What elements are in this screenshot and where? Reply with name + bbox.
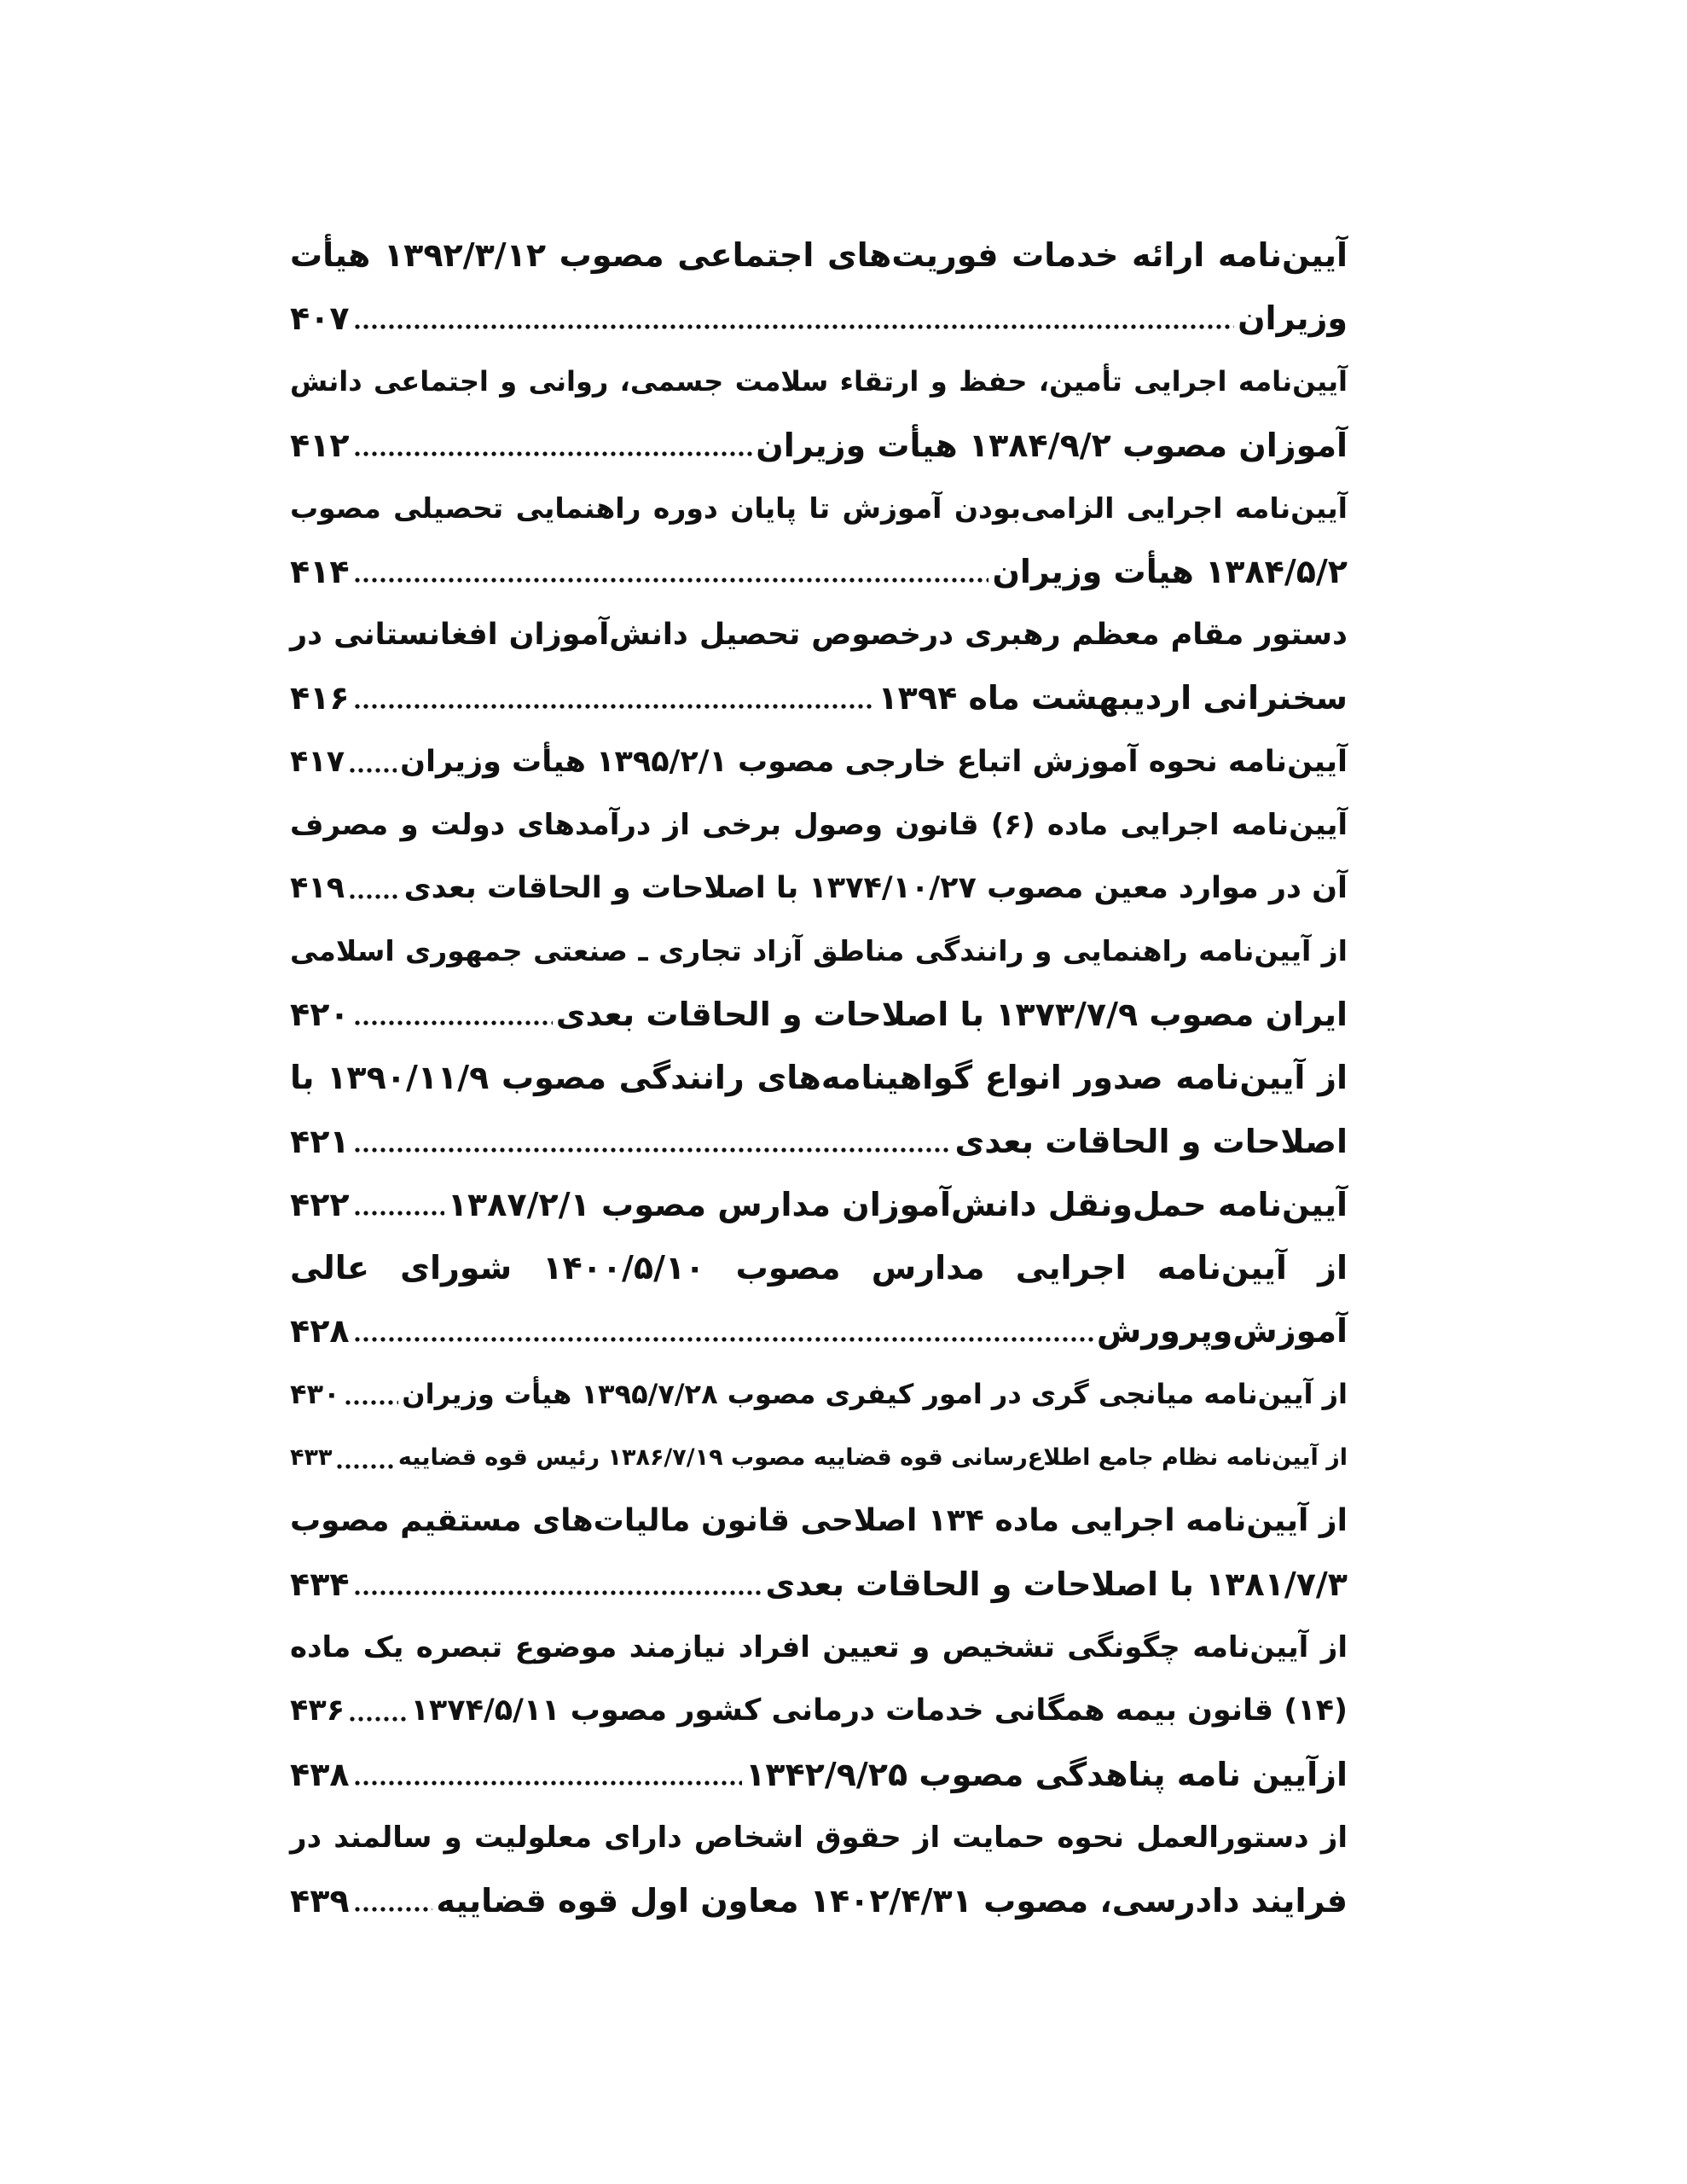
toc-entry-text: آن در موارد معین مصوب ۱۳۷۴/۱۰/۲۷ با اصلاحات و الحاقات بعدی [403, 870, 1348, 905]
toc-entry-line [290, 1362, 1348, 1426]
toc-entry-line [290, 477, 1348, 540]
dot-leader [335, 1458, 394, 1475]
toc-entry-line [290, 1299, 1348, 1362]
toc-entry-line [290, 414, 1348, 477]
page-number[interactable]: ۴۳۶ [290, 1693, 345, 1728]
toc-entry-line [290, 730, 1348, 793]
toc-entry-text: از آیین‌نامه صدور انواع گواهینامه‌های رانندگی مصوب ۱۳۹۰/۱۱/۹ با [290, 1059, 1348, 1097]
toc-entry-text: از دستورالعمل نحوه حمایت از حقوق اشخاص دارای معلولیت و سالمند در [290, 1820, 1348, 1855]
toc-entry-text: از آیین‌نامه اجرایی ماده ۱۳۴ اصلاحی قانون مالیات‌های مستقیم مصوب [290, 1502, 1348, 1538]
toc-entry-text: آموزان مصوب ۱۳۸۴/۹/۲ هیأت وزیران [756, 426, 1348, 464]
dot-leader [353, 1584, 762, 1601]
dot-leader [353, 1901, 433, 1918]
page-number[interactable]: ۴۱۹ [290, 870, 345, 905]
toc-entry-line [290, 1743, 1348, 1806]
toc-entry-text: ۱۳۸۴/۵/۲ هیأت وزیران [992, 552, 1348, 590]
toc-entry-line [290, 1490, 1348, 1553]
toc-entry-line [290, 603, 1348, 666]
page-number[interactable]: ۴۲۲ [290, 1185, 350, 1223]
toc-entry-line [290, 350, 1348, 413]
toc-entry-line [290, 1173, 1348, 1236]
dot-leader [353, 1141, 952, 1159]
toc-entry-text: آیین‌نامه نحوه آموزش اتباع خارجی مصوب ۱۳۹۵/۲/۱ هیأت وزیران [400, 744, 1348, 779]
toc-entry-line [290, 1616, 1348, 1679]
toc-entry-line [290, 1110, 1348, 1173]
toc-entry-text: از آیین‌نامه میانجی گری در امور کیفری مصوب ۱۳۹۵/۷/۲۸ هیأت وزیران [402, 1378, 1348, 1411]
toc-entry-text: ۱۳۸۱/۷/۳ با اصلاحات و الحاقات بعدی [765, 1565, 1348, 1603]
page-number[interactable]: ۴۳۸ [290, 1755, 350, 1793]
toc-entry-line [290, 857, 1348, 920]
toc-entry-text: ایران مصوب ۱۳۷۳/۷/۹ با اصلاحات و الحاقات بعدی [555, 996, 1348, 1034]
toc-entry-line [290, 1679, 1348, 1742]
toc-entry-text: اصلاحات و الحاقات بعدی [954, 1122, 1348, 1160]
page-number[interactable]: ۴۱۲ [290, 426, 350, 464]
toc-entry-line [290, 666, 1348, 729]
toc-entry-line [290, 1046, 1348, 1109]
toc-entry-line [290, 1806, 1348, 1869]
page-number[interactable]: ۴۰۷ [290, 299, 350, 338]
toc-entry-text: دستور مقام معظم رهبری درخصوص تحصیل دانش‌آموزان افغانستانی در [290, 618, 1348, 653]
page-number[interactable]: ۴۳۳ [290, 1443, 333, 1471]
page-number[interactable]: ۴۱۶ [290, 679, 350, 717]
toc-entry-line [290, 540, 1348, 603]
dot-leader [353, 572, 989, 589]
toc-entry-line [290, 920, 1348, 983]
dot-leader [353, 445, 753, 462]
toc-entry-line [290, 1426, 1348, 1490]
toc-entry-line [290, 983, 1348, 1046]
page-number[interactable]: ۴۲۰ [290, 996, 350, 1034]
page-number[interactable]: ۴۳۰ [290, 1378, 340, 1411]
dot-leader [353, 1331, 1093, 1348]
dot-leader [348, 762, 397, 779]
table-of-contents [290, 224, 1348, 1932]
toc-entry-text: از آیین‌نامه راهنمایی و رانندگی مناطق آزاد تجاری ـ صنعتی جمهوری اسلامی [290, 934, 1348, 968]
toc-entry-text: آیین‌نامه ارائه خدمات فوریت‌های اجتماعی مصوب ۱۳۹۲/۳/۱۲ هیأت [290, 236, 1348, 274]
toc-entry-text: آیین‌نامه اجرایی تأمین، حفظ و ارتقاء سلامت جسمی، روانی و اجتماعی دانش [290, 365, 1348, 398]
dot-leader [348, 1711, 407, 1728]
toc-entry-text: آیین‌نامه اجرایی ماده (۶) قانون وصول برخی از درآمدهای دولت و مصرف [290, 807, 1348, 842]
toc-entry-text: وزیران [1238, 299, 1348, 338]
toc-entry-line [290, 1869, 1348, 1932]
toc-entry-text: آیین‌نامه حمل‌ونقل دانش‌آموزان مدارس مصوب ۱۳۸۷/۲/۱ [447, 1185, 1348, 1223]
dot-leader [353, 1205, 444, 1222]
toc-entry-text: از آیین‌نامه اجرایی مدارس مصوب ۱۴۰۰/۵/۱۰ شورای عالی [290, 1249, 1348, 1287]
page-number[interactable]: ۴۳۹ [290, 1881, 350, 1920]
dot-leader [348, 888, 401, 905]
toc-entry-text: از آیین‌نامه نظام جامع اطلاع‌رسانی قوه قضاییه مصوب ۱۳۸۶/۷/۱۹ رئیس قوه قضاییه [397, 1443, 1348, 1471]
page-number[interactable]: ۴۲۸ [290, 1312, 350, 1350]
dot-leader [344, 1394, 399, 1411]
page-number[interactable]: ۴۲۱ [290, 1122, 350, 1160]
dot-leader [353, 1774, 742, 1792]
page-number[interactable]: ۴۳۴ [290, 1565, 350, 1603]
toc-entry-line [290, 793, 1348, 857]
toc-entry-text: آیین‌نامه اجرایی الزامی‌بودن آموزش تا پایان دوره راهنمایی تحصیلی مصوب [290, 491, 1348, 525]
toc-entry-text: سخنرانی اردیبهشت ماه ۱۳۹۴ [878, 679, 1348, 717]
toc-entry-line [290, 224, 1348, 287]
page-number[interactable]: ۴۱۷ [290, 744, 345, 779]
toc-entry-line [290, 287, 1348, 350]
dot-leader [353, 1014, 553, 1031]
toc-entry-text: فرایند دادرسی، مصوب ۱۴۰۲/۴/۳۱ معاون اول قوه قضاییه [436, 1881, 1348, 1920]
toc-entry-text: از آیین‌نامه چگونگی تشخیص و تعیین افراد نیازمند موضوع تبصره یک ماده [290, 1630, 1348, 1665]
toc-entry-line [290, 1553, 1348, 1616]
dot-leader [353, 318, 1235, 335]
toc-entry-text: (۱۴) قانون بیمه همگانی خدمات درمانی کشور مصوب ۱۳۷۴/۵/۱۱ [410, 1693, 1348, 1728]
page-number[interactable]: ۴۱۴ [290, 552, 350, 590]
toc-entry-line [290, 1236, 1348, 1299]
toc-entry-text: ازآیین نامه پناهدگی مصوب ۱۳۴۲/۹/۲۵ [745, 1755, 1348, 1793]
dot-leader [353, 698, 875, 715]
toc-entry-text: آموزش‌وپرورش [1096, 1312, 1348, 1350]
